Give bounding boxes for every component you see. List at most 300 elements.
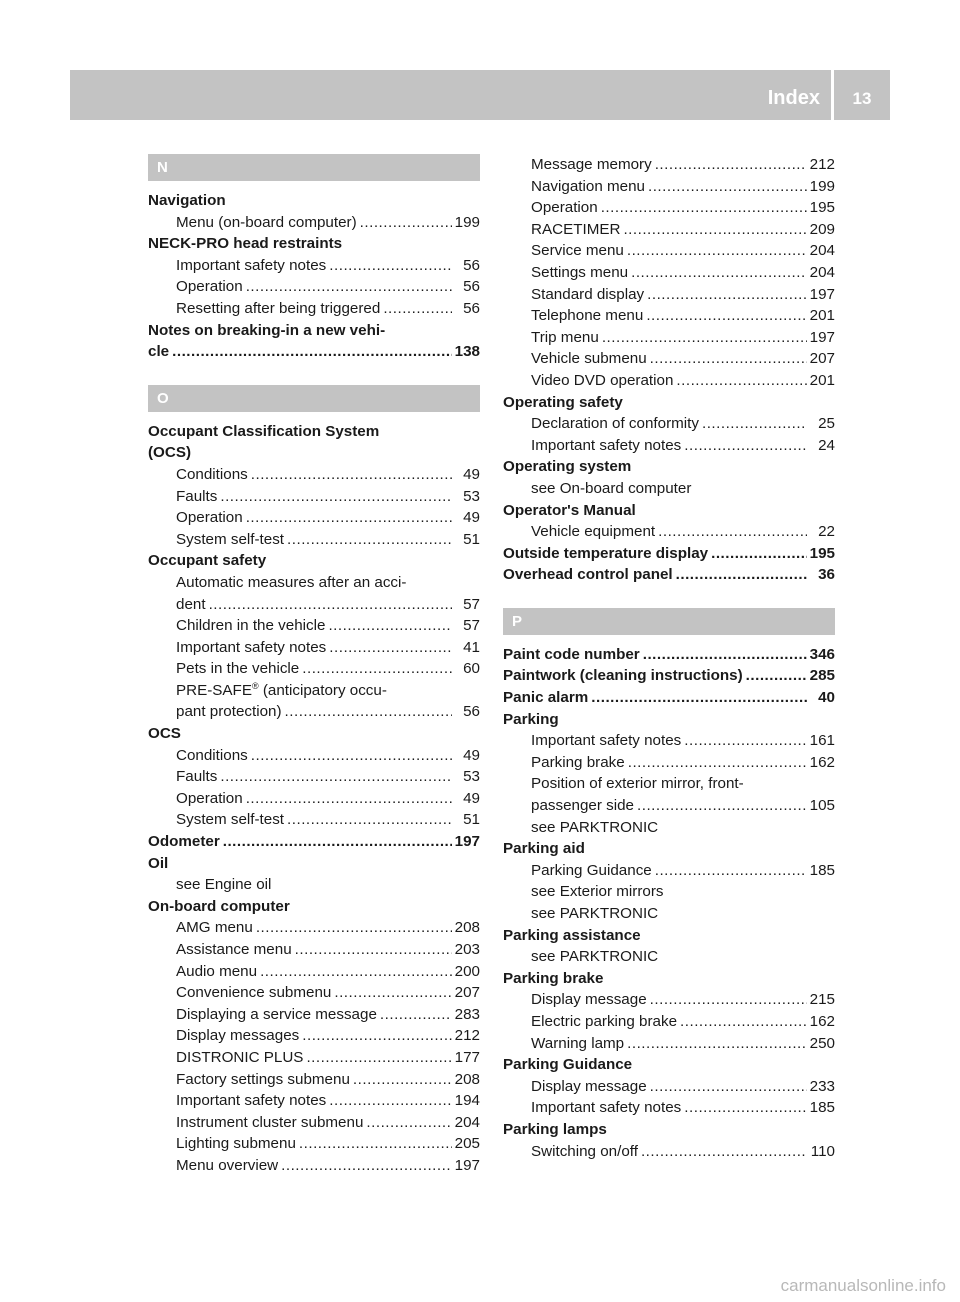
entry-text: see On-board computer [531, 479, 692, 497]
index-subentry [148, 874, 480, 896]
entry-text: Trip menu [531, 328, 599, 346]
leader-dots [256, 917, 452, 939]
page-reference[interactable]: 250 [809, 1034, 835, 1052]
letter-heading: P [503, 608, 835, 635]
page-reference[interactable]: 233 [809, 1077, 835, 1095]
leader-dots [299, 1133, 452, 1155]
leader-dots [684, 730, 807, 752]
leader-dots [637, 795, 807, 817]
leader-dots [172, 341, 452, 363]
index-entry[interactable] [148, 831, 480, 853]
index-column-left [148, 154, 480, 1177]
page-reference[interactable]: 204 [454, 1113, 480, 1131]
index-entry [148, 723, 480, 745]
entry-text: Operation [176, 789, 243, 807]
index-subentry[interactable] [148, 594, 480, 616]
index-subentry[interactable] [148, 615, 480, 637]
entry-text: Parking lamps [503, 1120, 607, 1138]
entry-text: (OCS) [148, 444, 192, 462]
index-subentry[interactable] [148, 1025, 480, 1047]
entry-text: Panic alarm [503, 689, 589, 707]
entry-text: Navigation [148, 192, 226, 209]
leader-dots [650, 348, 807, 370]
index-subentry[interactable] [503, 370, 835, 392]
leader-dots [702, 413, 807, 435]
entry-text: System self-test [176, 811, 285, 829]
entry-text: Parking aid [503, 840, 585, 858]
leader-dots [746, 665, 807, 687]
leader-dots [223, 831, 452, 853]
entry-text: Switching on/off [531, 1142, 638, 1160]
entry-text: Resetting after being triggered [176, 299, 381, 317]
entry-text: AMG menu [176, 919, 253, 937]
page-reference[interactable]: 53 [463, 768, 480, 786]
index-entry [148, 550, 480, 572]
entry-text: Outside temperature display [503, 544, 709, 562]
entry-text: Faults [176, 768, 218, 786]
leader-dots [650, 1076, 807, 1098]
index-subentry[interactable] [503, 1076, 835, 1098]
entry-text: Automatic measures after an acci- [176, 573, 407, 591]
leader-dots [246, 276, 452, 298]
page-reference[interactable]: 199 [454, 213, 480, 231]
index-subentry[interactable] [148, 1155, 480, 1177]
page-reference[interactable]: 51 [463, 811, 480, 829]
leader-dots [601, 197, 807, 219]
page-reference[interactable]: 49 [463, 789, 480, 807]
section-title: Index [767, 87, 820, 109]
entry-text: Displaying a service message [176, 1005, 377, 1023]
index-subentry[interactable] [503, 1011, 835, 1033]
index-subentry[interactable] [148, 529, 480, 551]
entry-text: Important safety notes [176, 256, 327, 274]
leader-dots [285, 701, 452, 723]
entry-text: Vehicle equipment [531, 523, 656, 541]
entry-text: Telephone menu [531, 307, 644, 325]
page-reference[interactable]: 57 [463, 617, 480, 635]
page-reference[interactable]: 162 [809, 753, 835, 771]
index-entry [148, 190, 480, 212]
entry-text: Important safety notes [531, 436, 682, 454]
page-number: 13 [852, 89, 872, 108]
leader-dots [329, 637, 452, 659]
entry-text: Settings menu [531, 263, 629, 281]
index-column-right [503, 154, 835, 1162]
index-subentry[interactable] [503, 154, 835, 176]
index-subentry[interactable] [148, 1047, 480, 1069]
entry-text: PRE-SAFE® (anticipatory occu- [176, 680, 387, 699]
page-reference[interactable]: 346 [809, 645, 835, 663]
entry-text: Important safety notes [176, 638, 327, 656]
index-entry [503, 500, 835, 522]
watermark: carmanualsonline.info [780, 1276, 946, 1295]
leader-dots [302, 658, 452, 680]
page-reference[interactable]: 49 [463, 465, 480, 483]
index-subentry[interactable] [503, 521, 835, 543]
entry-text: DISTRONIC PLUS [176, 1048, 304, 1066]
index-entry [148, 896, 480, 918]
index-subentry[interactable] [503, 240, 835, 262]
letter-heading: N [148, 154, 480, 181]
entry-text: see PARKTRONIC [531, 948, 659, 966]
leader-dots [641, 1141, 807, 1163]
entry-text: Position of exterior mirror, front- [531, 775, 744, 793]
entry-text: Important safety notes [531, 732, 682, 750]
entry-text: Occupant Classification System [148, 422, 380, 440]
index-subentry[interactable] [148, 658, 480, 680]
page-reference[interactable]: 40 [818, 689, 835, 707]
entry-text: RACETIMER [531, 220, 621, 238]
page-reference[interactable]: 203 [454, 941, 480, 958]
page-reference[interactable]: 177 [454, 1048, 480, 1066]
index-subentry[interactable] [148, 276, 480, 298]
page-reference[interactable]: 201 [809, 307, 835, 325]
page-reference[interactable]: 208 [454, 919, 480, 937]
entry-text: see PARKTRONIC [531, 905, 659, 922]
entry-text: Operation [176, 278, 243, 296]
index-entry [148, 233, 480, 255]
leader-dots [209, 594, 452, 616]
leader-dots [251, 745, 452, 767]
leader-dots [627, 1033, 807, 1055]
page-reference[interactable]: 208 [454, 1070, 480, 1088]
page-reference[interactable]: 57 [463, 595, 480, 613]
entry-text: Vehicle submenu [531, 350, 647, 368]
leader-dots [287, 529, 452, 551]
entry-text: Instrument cluster submenu [176, 1113, 364, 1131]
entry-text: Operator's Manual [503, 501, 636, 519]
entry-text: Lighting submenu [176, 1135, 296, 1153]
index-subentry [503, 881, 835, 903]
page-reference[interactable]: 161 [809, 732, 835, 750]
index-subentry[interactable] [148, 486, 480, 508]
entry-text: Children in the vehicle [176, 617, 326, 635]
index-entry [503, 838, 835, 860]
page-reference[interactable]: 209 [809, 220, 835, 238]
entry-text: dent [176, 595, 206, 613]
page-reference[interactable]: 215 [809, 991, 835, 1009]
entry-text: Conditions [176, 465, 248, 483]
page-reference[interactable]: 56 [463, 703, 480, 721]
page-reference[interactable]: 25 [818, 415, 835, 433]
page-reference[interactable]: 138 [454, 343, 480, 361]
index-entry [503, 925, 835, 947]
page-reference[interactable]: 53 [463, 487, 480, 505]
entry-text: Service menu [531, 242, 624, 260]
index-subentry[interactable] [148, 255, 480, 277]
index-subentry[interactable] [503, 435, 835, 457]
index-subentry[interactable] [148, 1004, 480, 1026]
entry-text: Parking Guidance [503, 1056, 633, 1074]
page-reference[interactable]: 110 [810, 1142, 835, 1160]
leader-dots [628, 752, 807, 774]
index-subentry[interactable] [503, 860, 835, 882]
entry-text: Occupant safety [148, 552, 267, 570]
entry-text: Operating system [503, 458, 632, 476]
index-subentry[interactable] [148, 961, 480, 983]
entry-text: Parking Guidance [531, 861, 652, 879]
page-reference[interactable]: 162 [809, 1012, 835, 1030]
entry-text: Oil [148, 854, 169, 872]
index-entry [503, 709, 835, 731]
leader-dots [380, 1004, 452, 1026]
entry-text: Message memory [531, 156, 652, 173]
index-subentry[interactable] [148, 507, 480, 529]
leader-dots [287, 809, 452, 831]
leader-dots [602, 327, 807, 349]
entry-text: Electric parking brake [531, 1012, 678, 1030]
page-reference[interactable]: 197 [454, 1156, 480, 1174]
page-reference[interactable]: 199 [809, 177, 835, 195]
leader-dots [334, 982, 452, 1004]
leader-dots [366, 1112, 452, 1134]
page-header [70, 70, 890, 120]
leader-dots [360, 212, 452, 234]
page-reference[interactable]: 185 [809, 1099, 835, 1117]
entry-text: see Exterior mirrors [531, 883, 664, 901]
page-reference[interactable]: 207 [809, 350, 835, 368]
index-subentry[interactable] [503, 327, 835, 349]
leader-dots [246, 507, 452, 529]
entry-text: Operation [531, 199, 598, 217]
page-reference[interactable]: 212 [809, 156, 835, 173]
index-subentry[interactable] [148, 298, 480, 320]
entry-text: Display message [531, 1077, 647, 1095]
leader-dots [658, 521, 807, 543]
index-subentry[interactable] [148, 464, 480, 486]
page-reference[interactable]: 212 [454, 1027, 480, 1045]
leader-dots [329, 255, 452, 277]
index-subentry[interactable] [503, 284, 835, 306]
leader-dots [591, 687, 807, 709]
leader-dots [220, 486, 452, 508]
leader-dots [306, 1047, 452, 1069]
page-reference[interactable]: 207 [454, 984, 480, 1002]
page-reference[interactable]: 185 [809, 861, 835, 879]
index-subentry[interactable] [148, 701, 480, 723]
index-subentry[interactable] [503, 795, 835, 817]
leader-dots [631, 262, 807, 284]
entry-text: Display messages [176, 1027, 300, 1045]
index-subentry [503, 773, 835, 795]
entry-text: see PARKTRONIC [531, 818, 659, 836]
leader-dots [260, 961, 452, 983]
leader-dots [281, 1155, 452, 1177]
entry-text: Warning lamp [531, 1034, 625, 1052]
entry-text: Parking brake [503, 969, 604, 987]
entry-text: Notes on breaking-in a new vehi- [148, 321, 386, 339]
index-subentry[interactable] [148, 982, 480, 1004]
index-entry [503, 968, 835, 990]
leader-dots [684, 1097, 807, 1119]
page-reference[interactable]: 283 [454, 1005, 480, 1023]
entry-text: Paintwork (cleaning instructions) [503, 667, 743, 685]
entry-text: Parking brake [531, 753, 625, 771]
leader-dots [684, 435, 807, 457]
index-subentry[interactable] [148, 766, 480, 788]
entry-text: Menu (on-board computer) [176, 213, 357, 231]
index-subentry[interactable] [148, 745, 480, 767]
page-reference[interactable]: 24 [818, 436, 835, 454]
index-subentry[interactable] [148, 917, 480, 939]
page-reference[interactable]: 197 [454, 833, 480, 851]
registered-mark: ® [251, 680, 259, 691]
index-subentry[interactable] [148, 1090, 480, 1112]
index-entry [148, 320, 480, 342]
leader-dots [711, 543, 807, 565]
entry-text: passenger side [531, 797, 635, 815]
index-subentry[interactable] [148, 1133, 480, 1155]
index-entry[interactable] [503, 644, 835, 666]
leader-dots [648, 176, 807, 198]
page-reference[interactable]: 56 [463, 256, 480, 274]
entry-text: Assistance menu [176, 941, 292, 958]
entry-text: Menu overview [176, 1156, 279, 1174]
page-reference[interactable]: 22 [818, 523, 835, 541]
page-reference[interactable]: 200 [454, 962, 480, 980]
entry-text: Standard display [531, 285, 645, 303]
entry-text: Paint code number [503, 645, 640, 663]
leader-dots [329, 1090, 452, 1112]
index-entry [503, 392, 835, 414]
index-subentry[interactable] [503, 262, 835, 284]
index-subentry [503, 946, 835, 968]
index-entry[interactable] [148, 341, 480, 363]
index-entry [148, 853, 480, 875]
entry-text: Factory settings submenu [176, 1070, 350, 1088]
leader-dots [655, 154, 807, 176]
index-subentry[interactable] [503, 1141, 835, 1163]
entry-text: Operation [176, 509, 243, 527]
leader-dots [680, 1011, 807, 1033]
index-subentry[interactable] [148, 212, 480, 234]
page-reference[interactable]: 49 [463, 746, 480, 764]
leader-dots [676, 564, 807, 586]
entry-text: Important safety notes [176, 1092, 327, 1110]
entry-text: Declaration of conformity [531, 415, 699, 433]
page-reference[interactable]: 285 [809, 667, 835, 685]
entry-text: see Engine oil [176, 876, 272, 894]
index-subentry[interactable] [503, 413, 835, 435]
entry-text: Conditions [176, 746, 248, 764]
page-reference[interactable]: 194 [454, 1092, 480, 1110]
index-subentry[interactable] [503, 305, 835, 327]
entry-text: Convenience submenu [176, 984, 332, 1002]
page-reference[interactable]: 105 [809, 797, 835, 815]
page-reference[interactable]: 41 [463, 638, 480, 656]
page-reference[interactable]: 197 [809, 285, 835, 303]
index-entry[interactable] [503, 687, 835, 709]
index-subentry[interactable] [503, 197, 835, 219]
entry-text: Parking assistance [503, 926, 641, 944]
entry-text: Important safety notes [531, 1099, 682, 1117]
index-entry [148, 442, 480, 464]
page-reference[interactable]: 201 [809, 371, 835, 389]
entry-text: Overhead control panel [503, 566, 673, 584]
page-reference[interactable]: 36 [818, 566, 835, 584]
leader-dots [643, 644, 807, 666]
page-reference[interactable]: 56 [463, 299, 480, 317]
index-subentry[interactable] [148, 939, 480, 961]
page-reference[interactable]: 195 [809, 544, 835, 562]
page-reference[interactable]: 60 [463, 660, 480, 678]
leader-dots [623, 219, 807, 241]
index-subentry [503, 817, 835, 839]
index-entry [503, 1054, 835, 1076]
index-entry[interactable] [503, 564, 835, 586]
page-reference[interactable]: 204 [809, 263, 835, 281]
index-subentry[interactable] [503, 219, 835, 241]
entry-text: Pets in the vehicle [176, 660, 300, 678]
leader-dots [302, 1025, 452, 1047]
index-entry[interactable] [503, 665, 835, 687]
page-reference[interactable]: 51 [463, 530, 480, 548]
leader-dots [295, 939, 452, 961]
index-subentry[interactable] [503, 1033, 835, 1055]
leader-dots [646, 305, 807, 327]
index-subentry[interactable] [148, 1112, 480, 1134]
leader-dots [676, 370, 807, 392]
leader-dots [251, 464, 452, 486]
entry-text: System self-test [176, 530, 285, 548]
page-reference[interactable]: 204 [809, 242, 835, 260]
page-reference[interactable]: 195 [809, 199, 835, 217]
leader-dots [328, 615, 452, 637]
entry-text: Video DVD operation [531, 371, 674, 389]
entry-text: Display message [531, 991, 647, 1009]
entry-text: OCS [148, 725, 181, 743]
index-subentry [503, 478, 835, 500]
page-reference[interactable]: 49 [463, 509, 480, 527]
index-subentry [148, 680, 480, 702]
leader-dots [627, 240, 807, 262]
index-entry [503, 1119, 835, 1141]
leader-dots [655, 860, 807, 882]
leader-dots [220, 766, 452, 788]
entry-text: Navigation menu [531, 177, 645, 195]
leader-dots [246, 788, 452, 810]
entry-text: cle [148, 343, 170, 361]
index-entry [148, 421, 480, 443]
entry-text: Odometer [148, 833, 220, 851]
leader-dots [647, 284, 807, 306]
entry-text: NECK-PRO head restraints [148, 235, 343, 253]
page-reference[interactable]: 205 [454, 1135, 480, 1153]
entry-text: Parking [503, 710, 559, 728]
leader-dots [353, 1069, 452, 1091]
index-subentry[interactable] [148, 809, 480, 831]
letter-heading: O [148, 385, 480, 412]
index-subentry[interactable] [148, 1069, 480, 1091]
page-reference[interactable]: 197 [809, 328, 835, 346]
entry-text: Faults [176, 487, 218, 505]
index-subentry[interactable] [503, 730, 835, 752]
leader-dots [650, 989, 807, 1011]
page-reference[interactable]: 56 [463, 278, 480, 296]
index-subentry[interactable] [148, 637, 480, 659]
index-subentry[interactable] [503, 752, 835, 774]
leader-dots [383, 298, 452, 320]
index-subentry[interactable] [148, 788, 480, 810]
index-subentry[interactable] [503, 989, 835, 1011]
index-subentry[interactable] [503, 348, 835, 370]
index-entry[interactable] [503, 543, 835, 565]
index-subentry [503, 903, 835, 925]
index-subentry [148, 572, 480, 594]
entry-text: Audio menu [176, 962, 258, 980]
index-subentry[interactable] [503, 176, 835, 198]
index-subentry[interactable] [503, 1097, 835, 1119]
